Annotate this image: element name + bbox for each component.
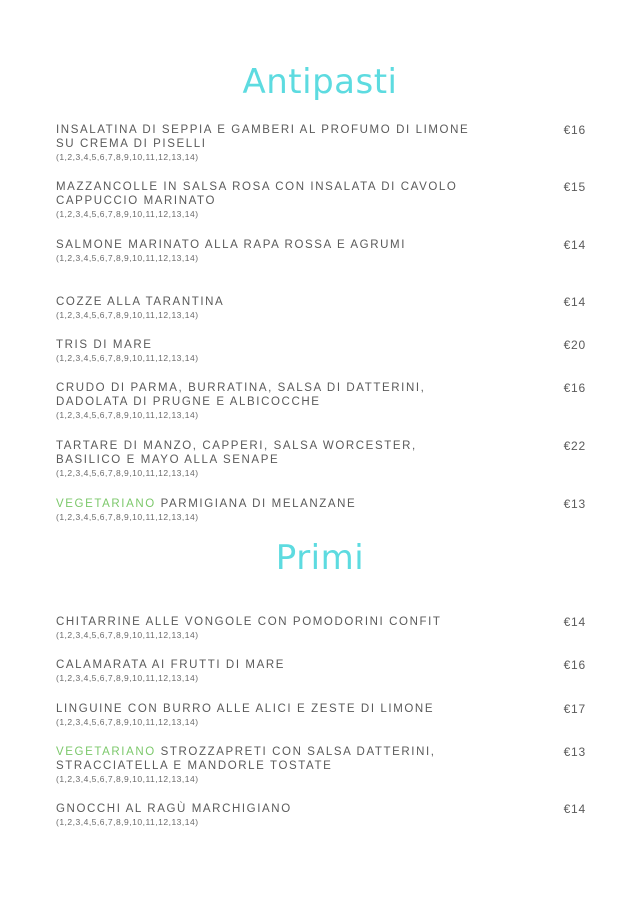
item-allergens: (1,2,3,4,5,6,7,8,9,10,11,12,13,14) bbox=[56, 310, 199, 320]
item-price: €16 bbox=[563, 381, 586, 395]
menu-item bbox=[56, 180, 586, 220]
menu-item bbox=[56, 439, 586, 479]
menu-item bbox=[56, 702, 586, 728]
menu-item bbox=[56, 497, 586, 523]
item-name bbox=[56, 745, 486, 773]
item-name: GNOCCHI AL RAGÙ MARCHIGIANO bbox=[56, 803, 292, 815]
item-price: €16 bbox=[563, 658, 586, 672]
item-price: €20 bbox=[563, 338, 586, 352]
item-name: CALAMARATA AI FRUTTI DI MARE bbox=[56, 659, 286, 671]
menu-item bbox=[56, 658, 586, 684]
item-price: €16 bbox=[563, 123, 586, 137]
item-price: €14 bbox=[563, 295, 586, 309]
item-name bbox=[56, 497, 486, 511]
item-allergens: (1,2,3,4,5,6,7,8,9,10,11,12,13,14) bbox=[56, 512, 199, 522]
item-name: SALMONE MARINATO ALLA RAPA ROSSA E AGRUMI bbox=[56, 239, 406, 251]
item-name: CHITARRINE ALLE VONGOLE CON POMODORINI CONFIT bbox=[56, 616, 442, 628]
item-name: LINGUINE CON BURRO ALLE ALICI E ZESTE DI LIMONE bbox=[56, 703, 435, 715]
item-price: €15 bbox=[563, 180, 586, 194]
item-price: €17 bbox=[563, 702, 586, 716]
item-allergens: (1,2,3,4,5,6,7,8,9,10,11,12,13,14) bbox=[56, 209, 199, 219]
item-allergens: (1,2,3,4,5,6,7,8,9,10,11,12,13,14) bbox=[56, 353, 199, 363]
item-name: TARTARE DI MANZO, CAPPERI, SALSA WORCESTER, BASILICO E MAYO ALLA SENAPE bbox=[56, 440, 417, 466]
menu-item bbox=[56, 238, 586, 264]
item-price: €22 bbox=[563, 439, 586, 453]
item-price: €14 bbox=[563, 615, 586, 629]
item-allergens: (1,2,3,4,5,6,7,8,9,10,11,12,13,14) bbox=[56, 468, 199, 478]
item-name-text: STROZZAPRETI CON SALSA DATTERINI, STRACCIATELLA E MANDORLE TOSTATE bbox=[56, 746, 436, 772]
item-allergens: (1,2,3,4,5,6,7,8,9,10,11,12,13,14) bbox=[56, 673, 199, 683]
item-name: COZZE ALLA TARANTINA bbox=[56, 296, 225, 308]
item-price: €14 bbox=[563, 802, 586, 816]
item-price: €13 bbox=[563, 745, 586, 759]
item-price: €13 bbox=[563, 497, 586, 511]
item-name: MAZZANCOLLE IN SALSA ROSA CON INSALATA DI CAVOLO CAPPUCCIO MARINATO bbox=[56, 181, 458, 207]
item-price: €14 bbox=[563, 238, 586, 252]
menu-item bbox=[56, 123, 586, 163]
item-allergens: (1,2,3,4,5,6,7,8,9,10,11,12,13,14) bbox=[56, 253, 199, 263]
item-name: INSALATINA DI SEPPIA E GAMBERI AL PROFUMO DI LIMONE SU CREMA DI PISELLI bbox=[56, 124, 470, 150]
item-name-text: PARMIGIANA DI MELANZANE bbox=[160, 498, 357, 510]
item-name: TRIS DI MARE bbox=[56, 339, 153, 351]
item-allergens: (1,2,3,4,5,6,7,8,9,10,11,12,13,14) bbox=[56, 817, 199, 827]
menu-item bbox=[56, 295, 586, 321]
menu-item bbox=[56, 338, 586, 364]
vegetarian-tag: VEGETARIANO bbox=[56, 746, 156, 758]
section-title-antipasti: Antipasti bbox=[242, 62, 398, 102]
section-title-primi: Primi bbox=[275, 538, 365, 578]
item-allergens: (1,2,3,4,5,6,7,8,9,10,11,12,13,14) bbox=[56, 774, 199, 784]
menu-item bbox=[56, 381, 586, 421]
item-allergens: (1,2,3,4,5,6,7,8,9,10,11,12,13,14) bbox=[56, 410, 199, 420]
menu-item bbox=[56, 745, 586, 785]
item-allergens: (1,2,3,4,5,6,7,8,9,10,11,12,13,14) bbox=[56, 630, 199, 640]
item-name: CRUDO DI PARMA, BURRATINA, SALSA DI DATTERINI, DADOLATA DI PRUGNE E ALBICOCCHE bbox=[56, 382, 426, 408]
item-allergens: (1,2,3,4,5,6,7,8,9,10,11,12,13,14) bbox=[56, 717, 199, 727]
item-allergens: (1,2,3,4,5,6,7,8,9,10,11,12,13,14) bbox=[56, 152, 199, 162]
menu-item bbox=[56, 802, 586, 828]
menu-item bbox=[56, 615, 586, 641]
vegetarian-tag: VEGETARIANO bbox=[56, 498, 156, 510]
